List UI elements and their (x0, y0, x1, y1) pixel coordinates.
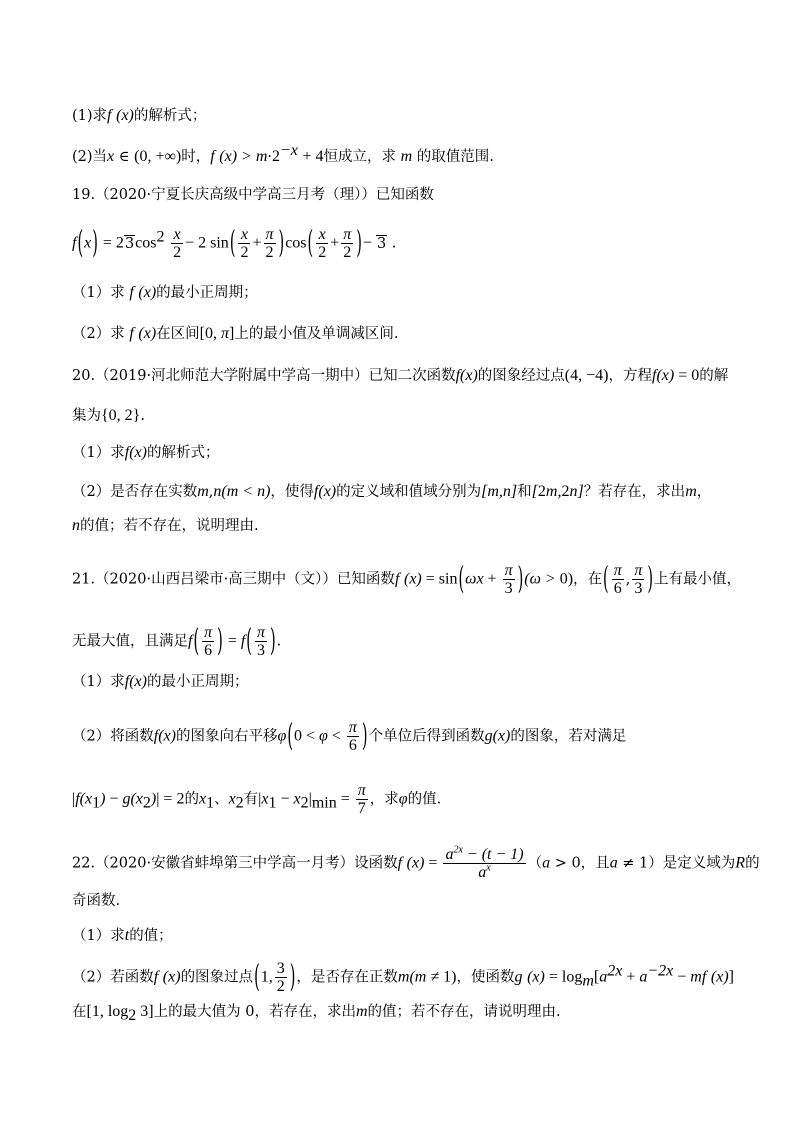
q18-part1: (1)求f (x)的解析式； (72, 107, 207, 124)
q20-header: 20.（2019·河北师范大学附属中学高一期中）已知二次函数f(x)的图象经过点(4, −4)，方程f(x) = 0的解 (72, 367, 729, 384)
q21-part1: （1）求f(x)的最小正周期； (72, 673, 249, 690)
q22-part2: （2）若函数f (x)的图象过点(1, $\frac{3}{2}$ )，是否存在正数m(m ≠ 1)，使函数g $(x) = \log_m[a^{2x} + a^{-2x}$ − mf (x)] (72, 960, 734, 995)
q19-part2: （2）求 f (x)在区间[0, π]上的最小值及单调减区间. (72, 325, 399, 342)
q18-part2: (2)当x ∈ (0, +∞)时，f $(x) > m\cdot 2^{-x} + 4$恒成立，求 m 的取值范围. (72, 142, 494, 165)
q21-header-cont: 无最大值，且满足f( $\frac{\pi}{6}$ ) = f( $\frac{\pi}{3}$ ). (72, 624, 282, 659)
q22-part2-cont: 在[1, $\log_2 3$]上的最大值为 0，若存在，求出m的值；若不存在，请说明理由. (72, 1003, 561, 1024)
q22-header: 22.（2020·安徽省蚌埠第三中学高一月考）设函数f (x) = $\frac{a^{2x} - (t - 1)}{a^x}$ （a > 0，且a ≠ 1）是定义域为R的 (72, 844, 760, 881)
q19-formula: $f(x) = 23\cos^2$ $\frac{x}{2}$ − 2 sin( $\frac{x}{2}$ + $\frac{\pi}{2}$ )cos( $\frac{x}{2}$ + $\frac{\pi}{2}$ )− 3 . (72, 226, 397, 261)
q22-header-cont: 奇函数. (72, 893, 121, 909)
q20-part2: （2）是否存在实数m,n(m < n)，使得f(x)的定义域和值域分别为[m,n]和[2m,2n]？若存在，求出m， (72, 483, 712, 500)
q20-part1: （1）求f(x)的解析式； (72, 444, 220, 461)
q20-part2-cont: n的值；若不存在，说明理由. (72, 517, 259, 534)
q19-header: 19.（2020·宁夏长庆高级中学高三月考（理））已知函数 (72, 187, 434, 203)
q19-part1: （1）求 f (x)的最小正周期； (72, 284, 258, 301)
q21-header: 21.（2020·山西吕梁市·高三期中（文））已知函数f (x) = sin(ωx + $\frac{\pi}{3}$ )(ω > 0)，在( $\frac{\pi}{6}$ , $\frac{\pi}{3}$ )上有最小值， (72, 562, 741, 597)
q21-part2-cont: $|f(x_1) - g(x_2)| = 2$的$x_1$、$x_2$有$|x_1 - x_2|_{min}$ = $\frac{\pi}{7}$ ，求φ的值. (72, 782, 442, 817)
q21-part2: （2）将函数f(x)的图象向右平移φ(0 < φ < $\frac{\pi}{6}$ )个单位后得到函数g(x)的图象，若对满足 (72, 719, 627, 754)
q22-part1: （1）求t的值； (72, 927, 173, 944)
q20-header-cont: 集为{0, 2}. (72, 407, 145, 424)
